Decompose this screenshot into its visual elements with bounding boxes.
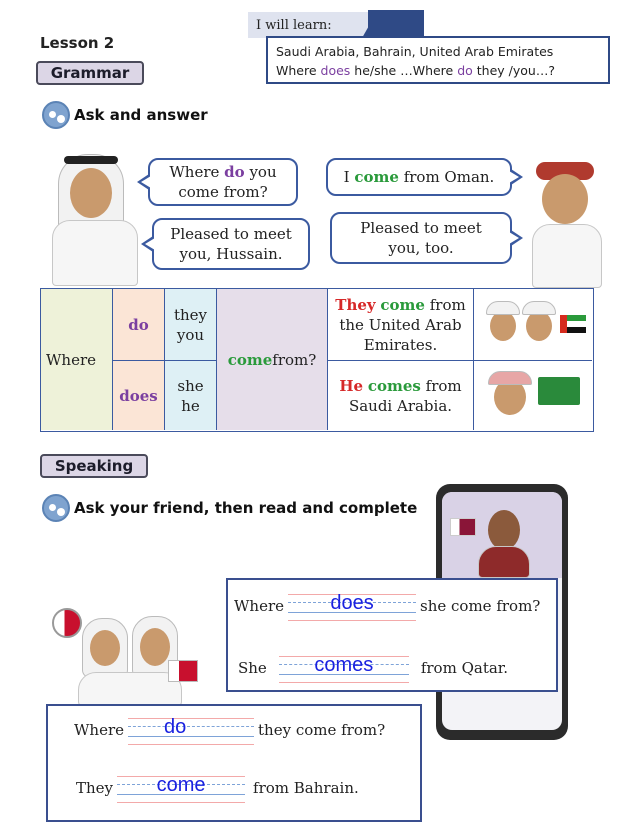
uae-boy-1-ghutra xyxy=(486,301,520,315)
speaking-title: Ask your friend, then read and complete xyxy=(74,499,418,517)
learn-line-2-c: they /you…? xyxy=(472,63,555,78)
blank-does[interactable] xyxy=(288,590,416,622)
table-they-word: They xyxy=(335,295,376,314)
bubble3-text xyxy=(344,167,495,187)
uae-boy-2-ghutra xyxy=(522,301,556,315)
learn-line-2-b: he/she …Where xyxy=(350,63,458,78)
bubble3-come: come xyxy=(354,168,399,186)
table-where: Where xyxy=(41,289,113,430)
pair-work-icon xyxy=(42,494,70,522)
question-row-qatar xyxy=(234,590,540,622)
boy-illustration xyxy=(528,154,606,288)
grammar-tag: Grammar xyxy=(36,61,144,85)
q1-where: Where xyxy=(234,597,285,615)
boy-robe xyxy=(532,224,602,288)
man-face xyxy=(70,168,112,218)
a1-she: She xyxy=(238,659,267,677)
table-image-ksa-boy xyxy=(474,361,592,430)
blank-do[interactable] xyxy=(128,714,254,746)
learn-line-1: Saudi Arabia, Bahrain, United Arab Emirates xyxy=(276,44,554,59)
answer-do: do xyxy=(164,716,187,738)
table-come: come xyxy=(227,350,273,369)
blank-comes[interactable] xyxy=(279,652,409,684)
bubble1-do: do xyxy=(224,163,245,181)
blank-come[interactable] xyxy=(117,772,245,804)
boys-robes xyxy=(78,672,182,706)
table-she-he xyxy=(165,361,217,430)
table-image-uae-boys xyxy=(474,289,592,361)
bahrain-flag-icon xyxy=(168,660,198,682)
answer-comes: comes xyxy=(314,654,374,676)
a2-rest: from Bahrain. xyxy=(253,779,359,797)
table-you: you xyxy=(176,325,205,344)
a2-they: They xyxy=(76,779,114,797)
table-sentence-uae xyxy=(328,289,474,361)
learn-line-2-a: Where xyxy=(276,63,321,78)
table-she: she xyxy=(177,376,204,395)
boy-left-face xyxy=(90,630,120,666)
bubble4-text: Pleased to meet you, too. xyxy=(360,219,482,257)
question-row-bahrain xyxy=(74,714,385,746)
learn-objectives-box xyxy=(266,36,610,84)
man-illustration xyxy=(50,150,142,286)
table-from: from? xyxy=(272,350,317,369)
table-ksa-rest: from Saudi Arabia. xyxy=(348,376,462,415)
table-come-from xyxy=(217,289,328,430)
man-robe xyxy=(52,220,138,286)
pair-work-icon xyxy=(42,101,70,129)
speech-bubble-pleased-hussain xyxy=(152,218,310,270)
bubble2-text: Pleased to meet you, Hussain. xyxy=(170,225,292,263)
lesson-title: Lesson 2 xyxy=(40,34,115,52)
ksa-boy-shemagh xyxy=(488,371,532,385)
q2-where: Where xyxy=(74,721,125,739)
table-come-word: come xyxy=(380,295,425,314)
qatar-flag-icon xyxy=(450,518,476,536)
q2-rest: they come from? xyxy=(258,721,386,739)
table-uae-rest: from the United Arab Emirates. xyxy=(339,295,466,354)
table-sentence-ksa xyxy=(328,361,474,430)
table-sentence-uae-text xyxy=(334,295,467,355)
learn-do: do xyxy=(457,63,473,78)
answer-row-bahrain xyxy=(76,772,359,804)
bubble1-you: you xyxy=(244,163,277,181)
bubble3-rest: from Oman. xyxy=(398,168,495,186)
answer-does: does xyxy=(330,592,374,614)
saudi-flag-icon xyxy=(538,377,580,405)
grammar-table xyxy=(40,288,594,432)
qatar-girl-face xyxy=(488,510,520,550)
uae-boy-2-face xyxy=(526,311,552,341)
bubble1-where: Where xyxy=(169,163,225,181)
bubble1-line2: come from? xyxy=(178,183,268,201)
a1-rest: from Qatar. xyxy=(420,659,509,677)
table-comes-word: comes xyxy=(367,376,421,395)
bubble1-line1 xyxy=(169,162,276,182)
speaking-heading xyxy=(42,494,417,522)
boy-face xyxy=(542,174,588,224)
learn-tab-bar xyxy=(368,10,424,38)
answer-come: come xyxy=(156,774,206,796)
speech-bubble-where-do-you xyxy=(148,158,298,206)
learn-does: does xyxy=(320,63,351,78)
man-agal xyxy=(64,156,118,164)
answer-box-qatar xyxy=(226,578,558,692)
table-they: they xyxy=(173,305,208,324)
answer-row-qatar xyxy=(238,652,508,684)
bubble3-i: I xyxy=(343,168,355,186)
table-does: does xyxy=(113,361,165,430)
table-sentence-ksa-text xyxy=(334,376,467,416)
boy-right-face xyxy=(140,628,170,666)
learn-tab: I will learn: xyxy=(248,12,372,38)
table-do: do xyxy=(113,289,165,361)
speaking-tag: Speaking xyxy=(40,454,148,478)
learn-line-2 xyxy=(276,61,600,80)
uae-boy-1-face xyxy=(490,311,516,341)
uae-flag-icon xyxy=(560,315,586,333)
ask-answer-heading xyxy=(42,101,208,129)
answer-box-bahrain xyxy=(46,704,422,822)
speech-bubble-from-oman xyxy=(326,158,512,196)
q1-rest: she come from? xyxy=(420,597,541,615)
speech-bubble-pleased-too xyxy=(330,212,512,264)
qatar-girl-robe xyxy=(478,546,530,578)
table-he: he xyxy=(181,396,200,415)
table-he-word: He xyxy=(339,376,364,395)
table-they-you xyxy=(165,289,217,361)
ask-answer-title: Ask and answer xyxy=(74,106,208,124)
